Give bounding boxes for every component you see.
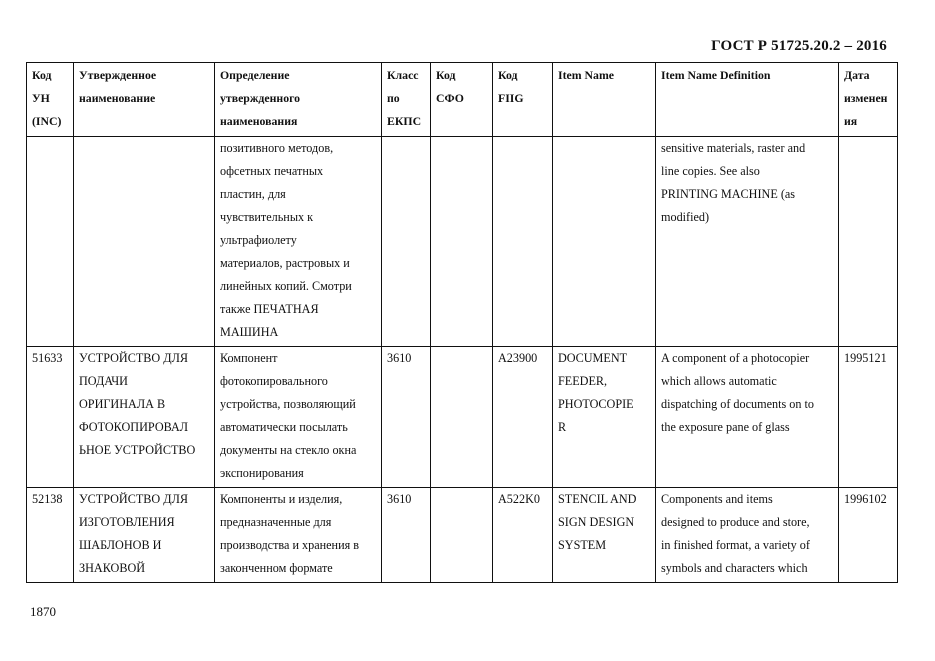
cell-fiig-code: A23900: [493, 347, 553, 488]
cell-fiig-code: A522K0: [493, 488, 553, 583]
column-header-approved-name: [74, 63, 215, 137]
column-header-label: Item Name Definition: [661, 68, 771, 82]
cell-definition-ru: позитивного методов, офсетных печатных пластин, для чувствительных к ультрафиолету материалов, растровых и линейных копий. Смотри также ПЕЧАТНАЯ МАШИНА: [215, 137, 382, 347]
column-header-item-name-definition: [656, 63, 839, 137]
column-header-date-changed: [839, 63, 898, 137]
cell-class-ekps: [382, 137, 431, 347]
column-header-label: Код УН (INC): [32, 68, 62, 128]
column-header-definition: [215, 63, 382, 137]
column-header-class-ekps: [382, 63, 431, 137]
classification-table: [26, 62, 898, 583]
cell-date-changed: 1995121: [839, 347, 898, 488]
document-code-header: ГОСТ Р 51725.20.2 – 2016: [711, 38, 887, 54]
cell-sfo-code: [431, 488, 493, 583]
page-number: 1870: [30, 604, 56, 619]
column-header-label: Утвержденное наименование: [79, 68, 157, 105]
cell-class-ekps: 3610: [382, 347, 431, 488]
cell-item-name-definition: sensitive materials, raster and line copies. See also PRINTING MACHINE (as modified): [656, 137, 839, 347]
column-header-inc: [27, 63, 74, 137]
column-header-item-name: [553, 63, 656, 137]
column-header-label: Код FIIG: [498, 68, 524, 105]
cell-item-name: [553, 137, 656, 347]
column-header-label: Item Name: [558, 68, 615, 82]
column-header-sfo-code: [431, 63, 493, 137]
cell-date-changed: 1996102: [839, 488, 898, 583]
column-header-label: Дата изменен ия: [844, 68, 888, 128]
cell-item-name: DOCUMENT FEEDER, PHOTOCOPIE R: [553, 347, 656, 488]
cell-approved-name: УСТРОЙСТВО ДЛЯ ПОДАЧИ ОРИГИНАЛА В ФОТОКОПИРОВАЛ ЬНОЕ УСТРОЙСТВО: [74, 347, 215, 488]
table-row: [27, 488, 898, 583]
cell-sfo-code: [431, 137, 493, 347]
cell-approved-name: УСТРОЙСТВО ДЛЯ ИЗГОТОВЛЕНИЯ ШАБЛОНОВ И ЗНАКОВОЙ: [74, 488, 215, 583]
table-row: [27, 347, 898, 488]
table-header-row: [27, 63, 898, 137]
table-row: [27, 137, 898, 347]
column-header-label: Определение утвержденного наименования: [220, 68, 301, 128]
cell-fiig-code: [493, 137, 553, 347]
cell-sfo-code: [431, 347, 493, 488]
cell-item-name-definition: Components and items designed to produce and store, in finished format, a variety of symbols and characters which: [656, 488, 839, 583]
cell-inc: 51633: [27, 347, 74, 488]
cell-date-changed: [839, 137, 898, 347]
cell-inc: 52138: [27, 488, 74, 583]
cell-inc: [27, 137, 74, 347]
column-header-label: Код СФО: [436, 68, 464, 105]
cell-definition-ru: Компоненты и изделия, предназначенные для производства и хранения в законченном формате: [215, 488, 382, 583]
cell-definition-ru: Компонент фотокопировального устройства, позволяющий автоматически посылать документы на стекло окна экспонирования: [215, 347, 382, 488]
cell-item-name-definition: A component of a photocopier which allows automatic dispatching of documents on to the exposure pane of glass: [656, 347, 839, 488]
cell-approved-name: [74, 137, 215, 347]
column-header-fiig-code: [493, 63, 553, 137]
column-header-label: Класс по ЕКПС: [387, 68, 422, 128]
cell-class-ekps: 3610: [382, 488, 431, 583]
cell-item-name: STENCIL AND SIGN DESIGN SYSTEM: [553, 488, 656, 583]
